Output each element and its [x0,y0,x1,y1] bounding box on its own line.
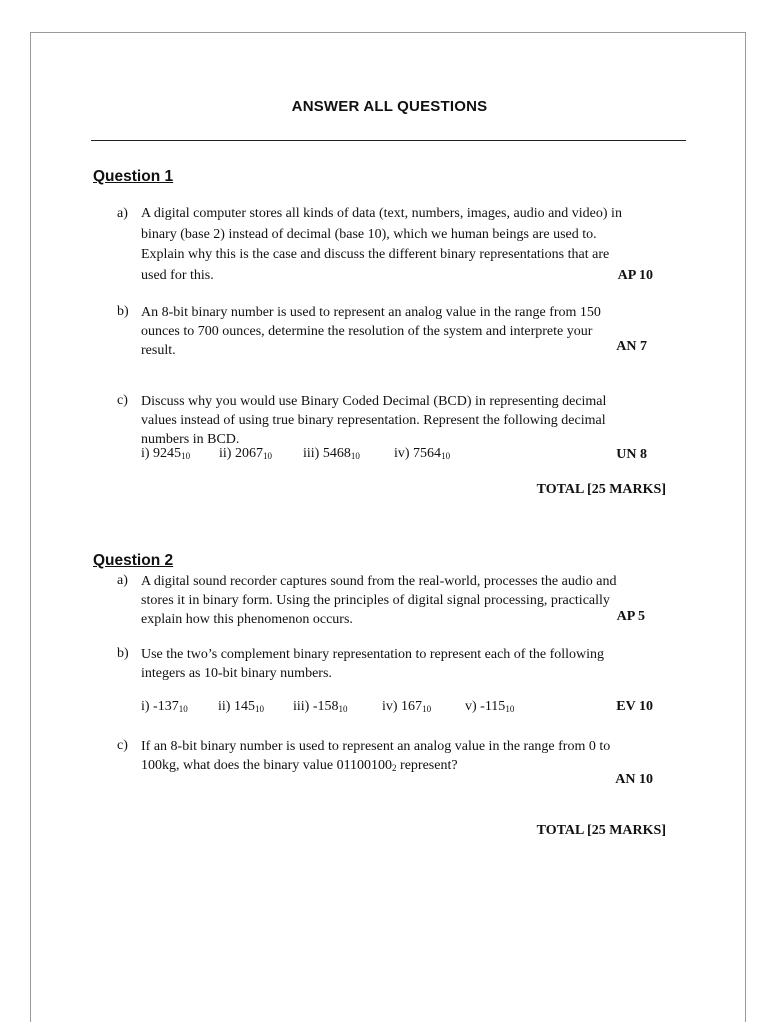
q1c-item: i) $9245_{10}$ [141,446,191,461]
q2a-code: AP 5 [616,609,645,624]
q1b-line: An 8-bit binary number is used to represent an analog value in the range from 150 [141,305,601,320]
q1a-line: binary (base 2) instead of decimal (base 10), which we human beings are used to. [141,226,597,242]
q1c-line: Discuss why you would use Binary Coded Decimal (BCD) in representing decimal [141,394,607,409]
q2-total: TOTAL [25 MARKS] [536,823,666,838]
q1a-text [141,204,622,286]
q1a-line: Explain why this is the case and discuss the different binary representations that are [141,247,610,262]
q2c-text [141,737,610,778]
q1c-item: iv) $7564_{10}$ [394,446,451,461]
question-2-title: Question 2 [93,552,174,569]
q1b-line: result. [141,343,176,358]
q2a-line: stores it in binary form. Using the principles of digital signal processing, practically [141,593,610,608]
page-heading: ANSWER ALL QUESTIONS [291,98,488,115]
q1c-item: ii) $2067_{10}$ [219,446,272,461]
q2b-item: v) $-115_{10}$ [465,699,515,714]
q2b-item: i) $-137_{10}$ [141,699,188,714]
q2a-line: explain how this phenomenon occurs. [141,612,353,627]
q1-total: TOTAL [25 MARKS] [536,482,666,497]
q2b-line: integers as 10-bit binary numbers. [141,666,332,681]
q1b-text [141,303,601,360]
q1c-label: c) [117,393,128,408]
q2a-label: a) [117,573,128,588]
question-1-title: Question 1 [93,168,174,185]
q1a-line: used for this. [141,267,214,283]
q2b-code: EV 10 [616,699,653,714]
q2b-line: Use the two’s complement binary representation to represent each of the following [141,647,605,662]
q2c-code: AN 10 [615,772,653,787]
q2b-item: iv) $167_{10}$ [382,699,432,714]
q2b-label: b) [117,646,129,661]
q2c-label: c) [117,738,128,753]
heading-rule [91,140,686,141]
q1c-text [141,392,606,449]
q2c-line: If an 8-bit binary number is used to represent an analog value in the range from 0 to [141,739,611,754]
q1c-item: iii) $5468_{10}$ [303,446,360,461]
q2b-item: ii) $145_{10}$ [218,699,264,714]
q1a-code: AP 10 [617,268,653,283]
q1c-line: values instead of using true binary representation. Represent the following decimal [141,413,606,428]
q1c-line: numbers in BCD. [141,432,240,447]
q1b-code: AN 7 [616,339,647,354]
q2a-text [141,572,616,629]
q1b-line: ounces to 700 ounces, determine the resolution of the system and interprete your [141,324,593,339]
q2b-text [141,645,604,683]
q1a-label: a) [117,206,128,221]
q2c-line: 100kg, what does the binary value $01100100_2$ represent? [141,758,458,773]
q1a-line: A digital computer stores all kinds of data (text, numbers, images, audio and video) in [141,206,622,221]
q1c-code: UN 8 [616,447,647,462]
q1b-label: b) [117,304,129,319]
q2b-item: iii) $-158_{10}$ [293,699,348,714]
q2a-line: A digital sound recorder captures sound from the real-world, processes the audio and [141,574,617,589]
